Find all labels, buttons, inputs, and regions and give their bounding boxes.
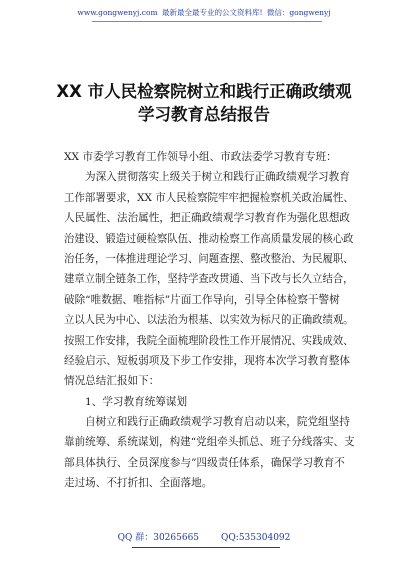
body-line: 工作部署要求，XX 市人民检察院牢牢把握检察机关政治属性、 [64,191,354,204]
body-line: 治任务，一体推进理论学习、问题查摆、整改整治、为民履职、 [64,252,354,265]
body-line: 人民属性、法治属性，把正确政绩观学习教育作为强化思想政 [64,212,351,225]
body-line: 按照工作安排，我院全面梳理阶段性工作开展情况、实践成效、 [64,334,354,347]
body-line: 为深入贯彻落实上级关于树立和践行正确政绩观学习教育 [85,171,350,184]
body-line: 立以人民为中心、以法治为根基、以实效为标尺的正确政绩观。 [64,314,354,327]
footer-qq-group: QQ 群：30265665 [117,533,200,543]
footer-underline [132,547,280,548]
salutation-line: XX 市委学习教育工作领导小组、市政法委学习教育专班： [64,151,337,163]
header-divider [92,21,322,22]
header-slogan: 最新最全最专业的公文资料库! [161,8,263,17]
document-body [64,147,354,494]
body-line: 走过场、不打折扣、全面落地。 [64,477,213,490]
body-line: 破除“唯数据、唯指标”片面工作导向，引导全体检察干警树 [64,293,340,306]
body-line: 部具体执行、全员深度参与”四级责任体系，确保学习教育不 [64,456,345,469]
header-url[interactable]: www.gongwenyj.com [77,8,158,17]
title-line-2: 学习教育总结报告 [138,105,270,124]
footer-qq: QQ:535304092 [221,533,291,543]
body-line: 情况总结汇报如下： [64,375,160,388]
body-line: 靠前统筹、系统谋划，构建“党组牵头抓总、班子分线落实、支 [64,436,355,449]
body-line: 建章立制全链条工作，坚持学查改贯通、当下改与长久立结合， [64,273,354,286]
header-banner [0,8,408,18]
section-heading: 1、学习教育统筹谋划 [85,395,188,408]
body-line: 治建设、锻造过硬检察队伍、推动检察工作高质量发展的核心政 [64,232,354,245]
title-line-1: XX 市人民检察院树立和践行正确政绩观 [56,82,352,101]
document-title [0,80,408,126]
footer-banner [0,532,408,544]
header-wechat: 微信：gongwenyj [266,8,331,17]
body-line: 自树立和践行正确政绩观学习教育启动以来，院党组坚持 [85,416,350,429]
body-line: 经验启示、短板弱项及下步工作安排，现将本次学习教育整体 [64,354,351,367]
